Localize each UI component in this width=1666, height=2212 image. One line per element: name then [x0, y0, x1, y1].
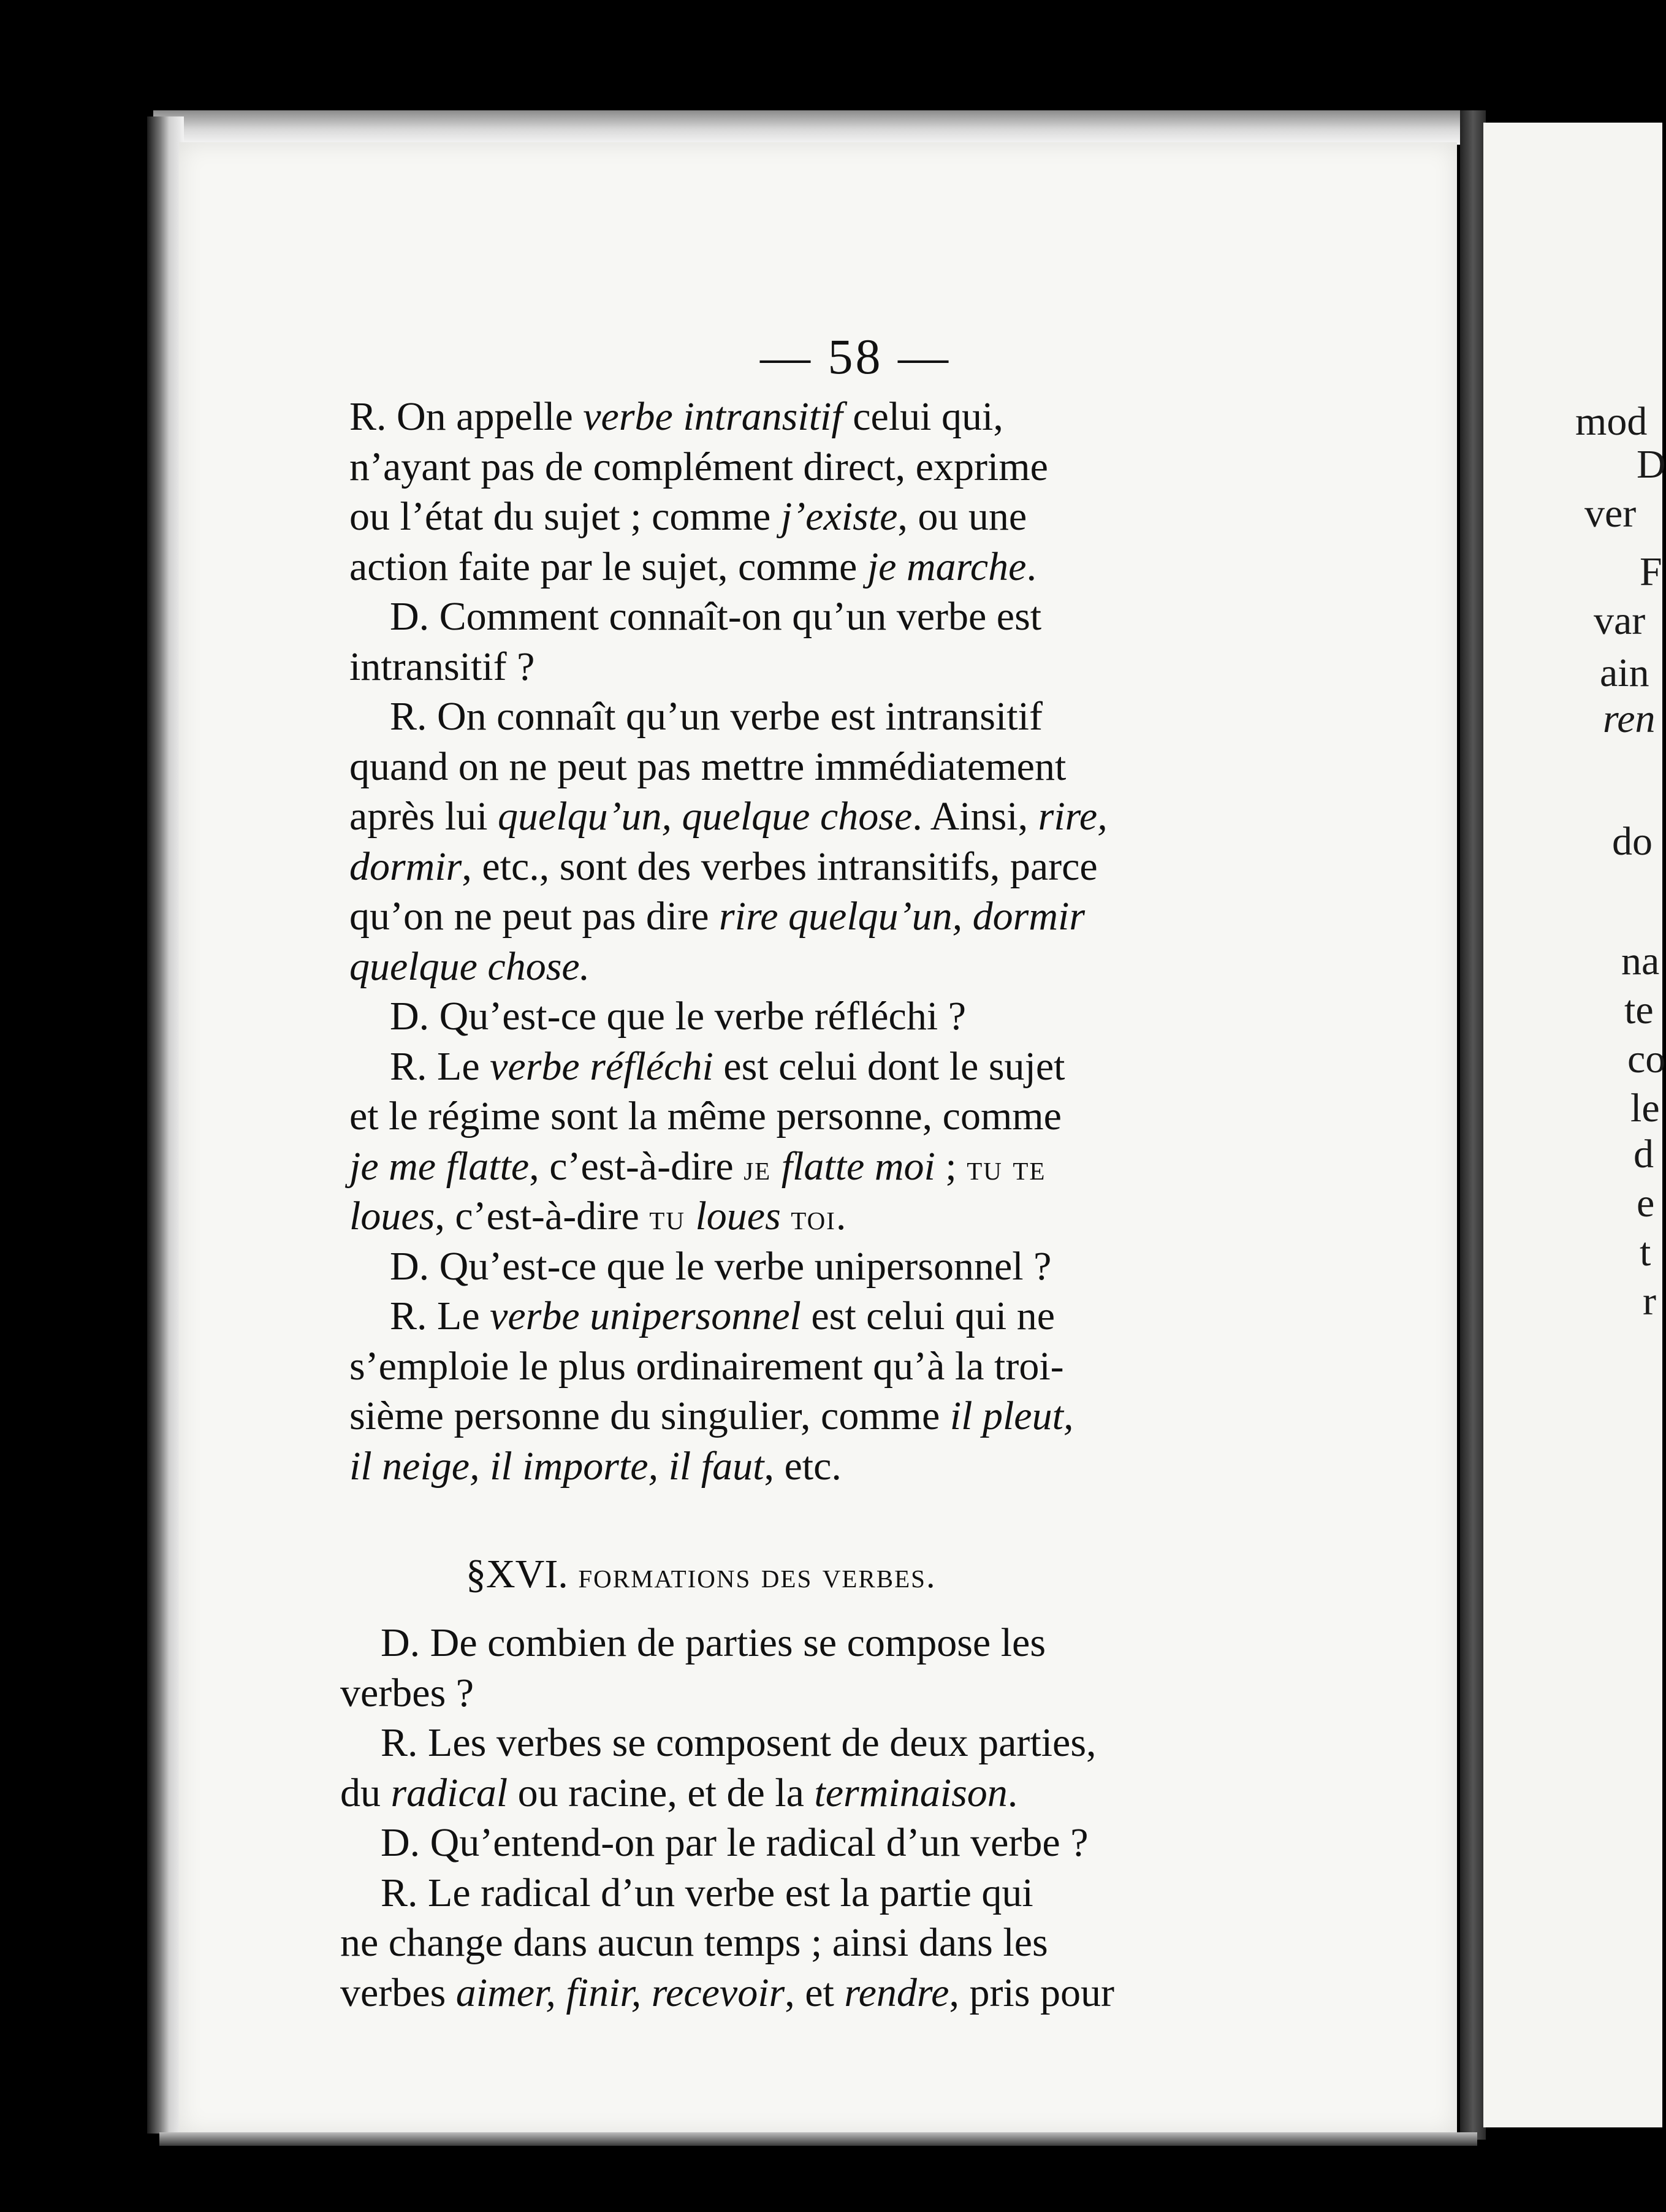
text-run: qu’on ne peut pas dire [349, 894, 719, 939]
text-line [349, 742, 1066, 791]
small-caps-run: tu [649, 1197, 685, 1237]
facing-page-fragment: e [1637, 1181, 1655, 1226]
text-line [349, 992, 966, 1041]
text-run: , etc., sont des verbes intransitifs, parce [462, 844, 1098, 889]
text-line [340, 1969, 1114, 2018]
section-heading [466, 1551, 936, 1598]
text-run: sième personne du singulier, comme [349, 1394, 950, 1438]
text-line [349, 1242, 1051, 1291]
italic-run: loues [695, 1194, 781, 1238]
text-line [340, 1619, 1046, 1668]
text-line [349, 392, 1003, 441]
book-gutter [1460, 110, 1486, 2140]
text-run: , pris pour [949, 1970, 1114, 2015]
italic-run: je me flatte [349, 1143, 530, 1189]
text-run: ne change dans aucun temps ; ainsi dans les [340, 1920, 1048, 1965]
text-line [349, 492, 1027, 541]
text-line [349, 1292, 1055, 1341]
italic-run: il neige, il importe, il faut [349, 1443, 764, 1489]
text-line [349, 942, 590, 991]
text-line [349, 1192, 846, 1242]
text-run: D. Qu’entend-on par le radical d’un verbe ? [340, 1820, 1089, 1865]
section-numeral: XVI. [486, 1552, 579, 1596]
text-line [340, 1769, 1017, 1818]
small-caps-run: tu te [967, 1147, 1046, 1188]
text-line [349, 792, 1108, 841]
text-line [349, 1342, 1064, 1391]
text-run: R. On connaît qu’un verbe est intransitif [349, 694, 1043, 739]
facing-page-fragment: var [1594, 598, 1646, 643]
text-run: action faite par le sujet, comme [349, 544, 867, 589]
facing-page-fragment: co [1627, 1037, 1666, 1081]
italic-run: flatte moi [781, 1143, 935, 1189]
facing-page-fragment: r [1643, 1279, 1656, 1324]
italic-run: aimer, finir, recevoir [455, 1970, 785, 2015]
text-run: celui qui, [842, 394, 1003, 439]
facing-page-fragment: ain [1600, 650, 1649, 695]
text-run: , ou une [897, 494, 1027, 539]
text-run: , etc. [764, 1443, 842, 1489]
text-run [771, 1144, 782, 1189]
facing-page-fragment: ver [1584, 491, 1637, 536]
italic-run: je marche [867, 544, 1027, 589]
text-line [340, 1669, 474, 1718]
italic-run: verbe réfléchi [490, 1043, 713, 1089]
text-run: . [835, 1194, 846, 1238]
facing-page-fragment: D [1637, 442, 1666, 487]
italic-run: quelqu’un, quelque chose [497, 794, 913, 839]
text-run: D. Qu’est-ce que le verbe réfléchi ? [349, 994, 966, 1039]
text-run: , et [785, 1970, 845, 2015]
text-run: verbes ? [340, 1670, 474, 1715]
text-line [349, 1142, 1046, 1192]
facing-page-fragment: te [1624, 988, 1654, 1032]
text-run: R. Le [349, 1294, 490, 1338]
italic-run: verbe intransitif [583, 394, 843, 439]
text-run: R. On appelle [349, 394, 584, 439]
text-run: D. De combien de parties se compose les [340, 1620, 1046, 1665]
text-run: verbes [340, 1970, 456, 2015]
italic-run: terminaison [814, 1770, 1008, 1815]
text-run: intransitif ? [349, 644, 535, 689]
facing-page-fragment: mod [1575, 399, 1648, 444]
facing-page-fragment: na [1621, 939, 1660, 983]
book-top-edge [153, 110, 1471, 145]
italic-run: rire, [1038, 794, 1108, 839]
facing-page-fragment: t [1640, 1230, 1651, 1275]
text-run: du [340, 1770, 391, 1815]
text-run: quand on ne peut pas mettre immédiatement [349, 744, 1067, 789]
section-sign: § [466, 1552, 486, 1596]
text-run [685, 1194, 696, 1238]
text-line [349, 643, 534, 692]
italic-run: j’existe [780, 494, 898, 539]
text-line [340, 1818, 1088, 1867]
text-run: et le régime sont la même personne, comme [349, 1094, 1062, 1138]
text-line [340, 1918, 1048, 1967]
facing-page-fragment: d [1634, 1132, 1654, 1177]
text-run: R. Les verbes se composent de deux parties, [340, 1720, 1097, 1765]
text-line [349, 592, 1041, 641]
book-left-edge [147, 116, 184, 2134]
text-run: D. Comment connaît-on qu’un verbe est [349, 594, 1042, 639]
text-run: ou racine, et de la [508, 1770, 815, 1815]
facing-page-fragment: ren [1603, 696, 1656, 741]
text-line [349, 1392, 1073, 1441]
text-run: ; [935, 1143, 967, 1189]
text-line [349, 1442, 842, 1491]
text-run: ou l’état du sujet ; comme [349, 494, 781, 539]
italic-run: dormir [349, 844, 462, 889]
text-line [349, 443, 1048, 492]
text-run: D. Qu’est-ce que le verbe unipersonnel ? [349, 1243, 1052, 1289]
italic-run: verbe unipersonnel [490, 1294, 801, 1338]
text-line [340, 1869, 1033, 1918]
italic-run: rire quelqu’un, dormir [719, 894, 1086, 939]
page-number: — 58 — [760, 329, 951, 384]
italic-run: rendre [844, 1970, 949, 2015]
small-caps-run: toi [791, 1197, 836, 1237]
section-title: formations des verbes. [578, 1555, 937, 1595]
text-run: n’ayant pas de complément direct, exprime [349, 444, 1048, 489]
text-line [340, 1718, 1097, 1768]
text-line [349, 1092, 1062, 1141]
italic-run: quelque chose. [349, 944, 590, 989]
text-run: . Ainsi, [912, 794, 1038, 839]
text-run [781, 1194, 791, 1238]
text-run: , c’est-à-dire [435, 1194, 650, 1238]
small-caps-run: je [744, 1147, 772, 1188]
italic-run: radical [390, 1770, 508, 1815]
text-run: , c’est-à-dire [529, 1143, 744, 1189]
italic-run: loues [349, 1194, 435, 1238]
text-run: R. Le radical d’un verbe est la partie qui [340, 1870, 1033, 1915]
italic-run: il pleut, [949, 1394, 1074, 1438]
text-run: est celui qui ne [801, 1294, 1056, 1338]
text-line [349, 842, 1098, 891]
book-bottom-edge [159, 2132, 1477, 2146]
text-line [349, 1042, 1065, 1091]
text-run: après lui [349, 794, 498, 839]
text-run: R. Le [349, 1043, 490, 1089]
text-run: s’emploie le plus ordinairement qu’à la troi- [349, 1343, 1064, 1389]
facing-page-fragment: do [1612, 819, 1653, 864]
text-run: est celui dont le sujet [713, 1043, 1065, 1089]
text-line [349, 543, 1036, 592]
text-line [349, 892, 1085, 941]
facing-page-fragment: F [1640, 549, 1662, 594]
text-run: . [1007, 1770, 1018, 1815]
text-line [349, 692, 1043, 741]
facing-page-fragment: le [1630, 1086, 1660, 1131]
text-run: . [1026, 544, 1036, 589]
